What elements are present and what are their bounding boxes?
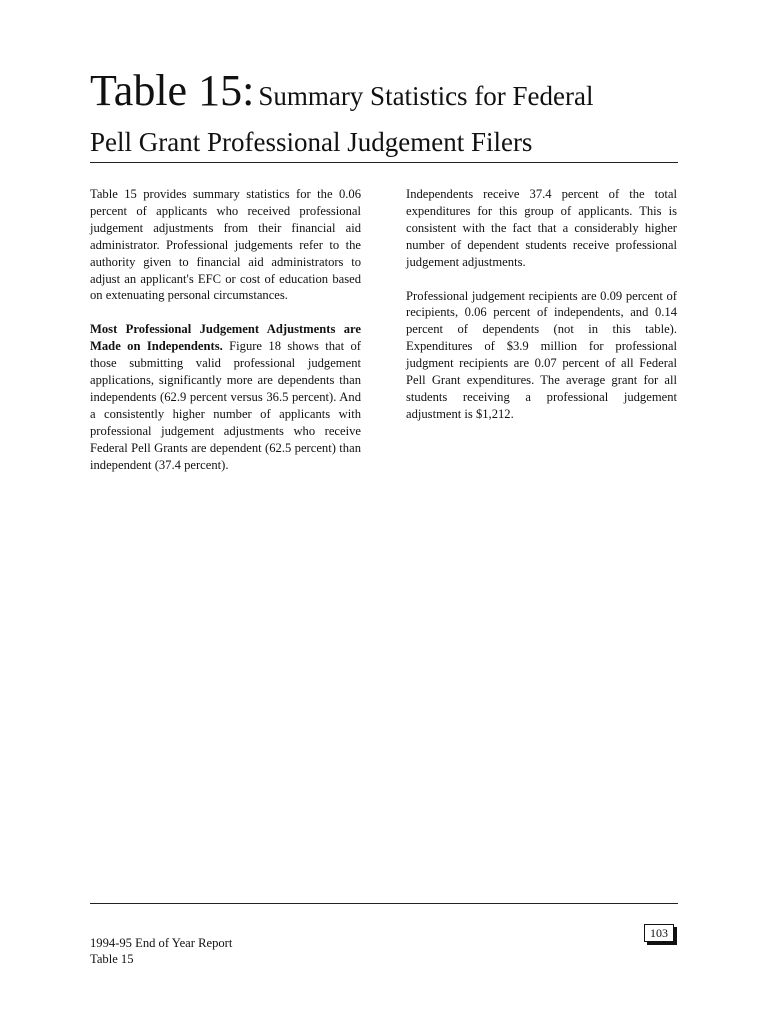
title-part-2: Pell Grant Professional Judgement Filers [90,127,533,157]
page-number: 103 [644,924,674,942]
left-paragraph-1: Table 15 provides summary statistics for the 0.06 percent of applicants who received professional judgement adjustments from their financial aid administrator. Professional judgements refer to the authority given to financial aid administrators to adjust an applicant's EFC or cost of education based on extenuating personal circumstances. [90,187,361,303]
table-label: Table 15: [90,66,255,115]
title-line-1 [90,66,678,126]
left-paragraph-2-heading: Most Professional Judgement Adjustments are Made on Independents. [90,322,361,354]
left-paragraph-2 [90,321,361,473]
right-paragraph-2: Professional judgement recipients are 0.09 percent of recipients, 0.06 percent of independents, and 0.14 percent of dependents (not in this table). Expenditures of $3.9 million for professional judgment recipients are 0.07 percent of all Federal Pell Grant expenditures. The average grant for all students receiving a professional judgement adjustment is $1,212. [406,288,677,421]
footer-section: Table 15 [90,952,134,966]
right-column [406,186,677,440]
title-part-1: Summary Statistics for Federal [258,81,594,111]
left-column [90,186,361,491]
left-paragraph-2-text: Figure 18 shows that of those submitting valid professional judgement applications, significantly more are dependents than independents (62.9 percent versus 36.5 percent). And a consistently higher number of applicants with professional judgement adjustments who receive Federal Pell Grants are dependent (62.5 percent) than independent (37.4 percent). [90,339,361,472]
page-title [90,66,678,163]
right-paragraph-1: Independents receive 37.4 percent of the total expenditures for this group of applicants. This is consistent with the fact that a considerably higher number of dependent students receive professional judgement adjustments. [406,187,677,269]
footer [90,935,232,967]
footer-divider [90,903,678,904]
footer-report-name: 1994-95 End of Year Report [90,936,233,950]
